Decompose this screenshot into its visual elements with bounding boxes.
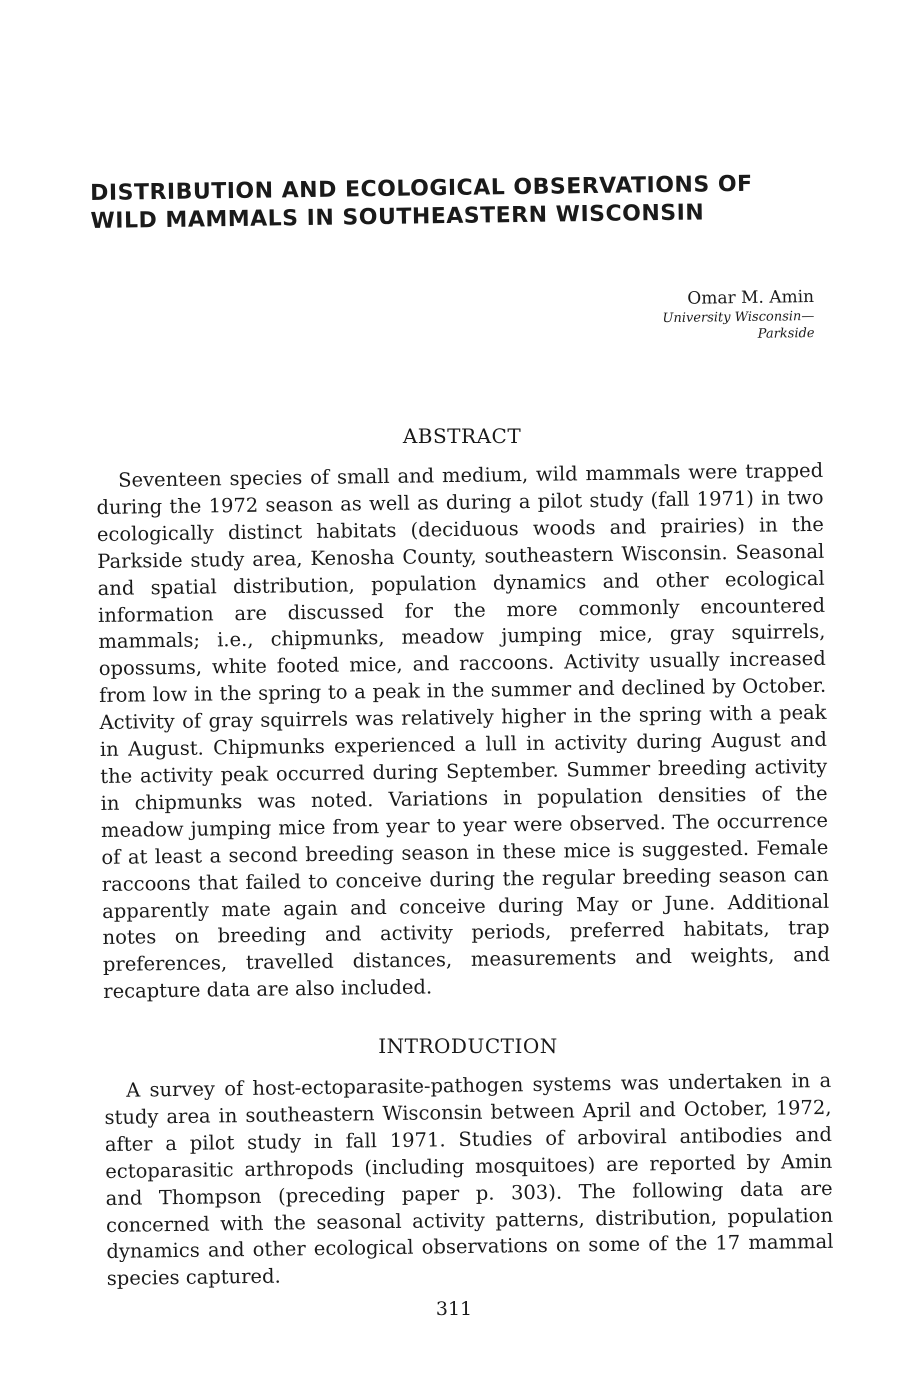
abstract-heading: ABSTRACT <box>402 424 522 448</box>
page-number: 311 <box>435 1298 473 1320</box>
abstract-text: Seventeen species of small and medium, wild mammals were trapped during the 1972 season as well as during a pilot study (fall 1971) in two ecologically distinct habitats (deciduous woods and prairies) in the Parkside study area, Kenosha County, southeastern Wisconsin. Seasonal and spatial distribution, population dynamics and other ecological information are discussed for the more commonly encountered mammals; i.e., chipmunks, meadow jumping mice, gray squirrels, opossums, white footed mice, and raccoons. Activity usually increased from low in the spring to a peak in the summer and declined by October. Activity of gray squirrels was relatively higher in the spring with a peak in August. Chipmunks experienced a lull in activity during August and the activity peak occurred during September. Summer breeding activity in chipmunks was noted. Variations in population densities of the meadow jumping mice from year to year were observed. The occurrence of at least a second breeding season in these mice is suggested. Female raccoons that failed to conceive during the regular breeding season can apparently mate again and conceive during May or June. Additional notes on breeding and activity periods, preferred habitats, trap preferences, travelled distances, measurements and weights, and recapture data are also included. <box>96 458 831 1004</box>
author-affiliation-line2: Parkside <box>757 325 815 342</box>
author-block <box>662 286 815 344</box>
author-name: Omar M. Amin <box>687 286 815 309</box>
author-affiliation-line1: University Wisconsin— <box>662 308 815 327</box>
paper-title: DISTRIBUTION AND ECOLOGICAL OBSERVATIONS OF WILD MAMMALS IN SOUTHEASTERN WISCONSIN <box>90 171 753 234</box>
introduction-text: A survey of host-ectoparasite-pathogen systems was undertaken in a study area in southeastern Wisconsin between April and October, 1972, after a pilot study in fall 1971. Studies of arboviral antibodies and ectoparasitic arthropods (including mosquitoes) are reported by Amin and Thompson (preceding paper p. 303). The following data are concerned with the seasonal activity patterns, distribution, population dynamics and other ecological observations on some of the 17 mammal species captured. <box>104 1068 834 1291</box>
introduction-heading: INTRODUCTION <box>378 1034 558 1058</box>
introduction-paragraph <box>104 1068 834 1293</box>
abstract-paragraph <box>96 458 830 1006</box>
